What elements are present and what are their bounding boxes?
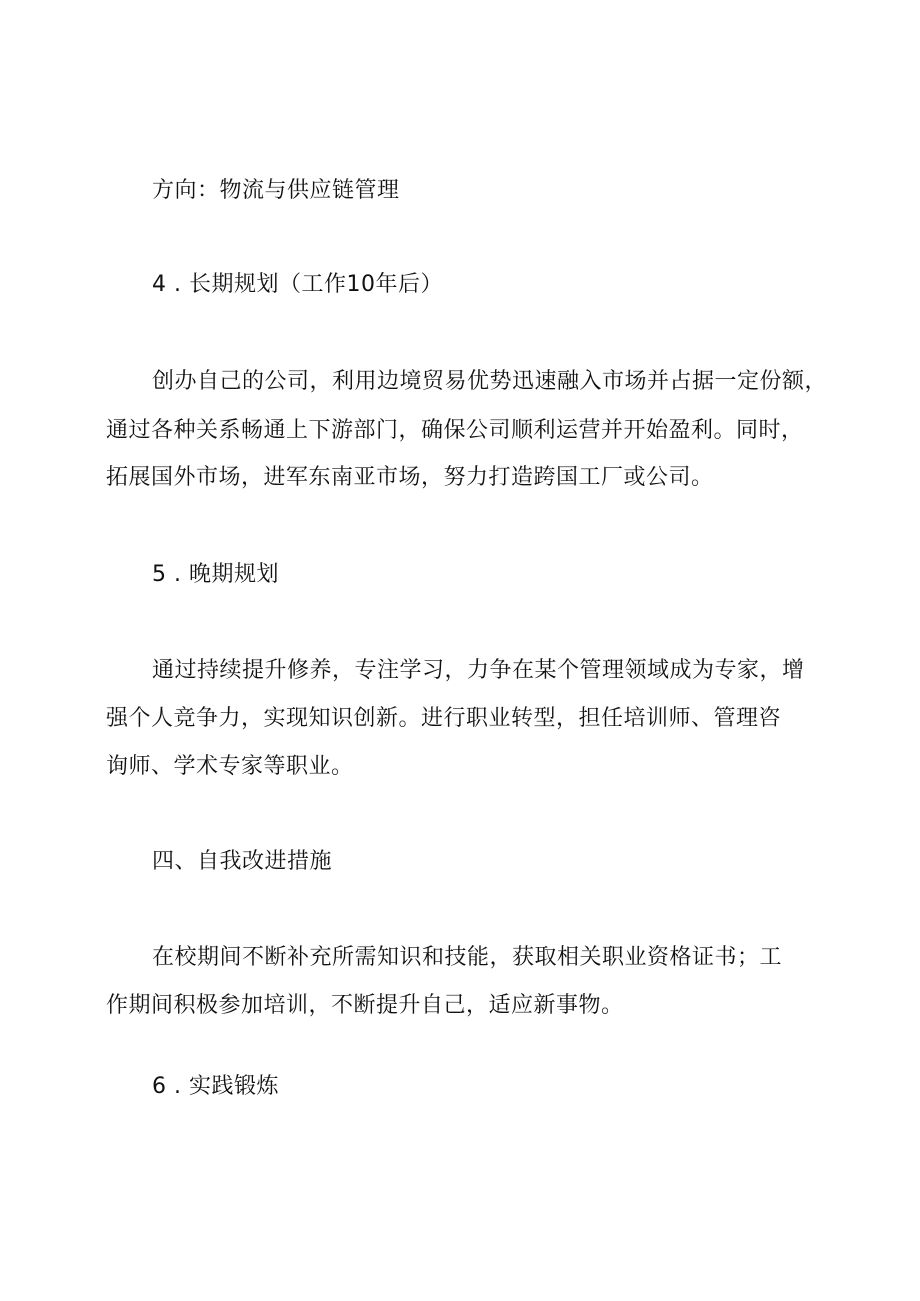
part4-heading: 四、自我改进措施: [152, 849, 333, 874]
section5-para-line-3: 询师、学术专家等职业。: [106, 754, 354, 779]
section4-para-line-2: 通过各种关系畅通上下游部门，确保公司顺利运营并开始盈利。同时，: [106, 418, 804, 443]
section5-para-line-1: 通过持续提升修养，专注学习，力争在某个管理领域成为专家，增: [152, 658, 805, 683]
section5-para-line-2: 强个人竞争力，实现知识创新。进行职业转型，担任培训师、管理咨: [106, 706, 782, 731]
section4-para-line-3: 拓展国外市场，进军东南亚市场，努力打造跨国工厂或公司。: [106, 465, 714, 490]
section4-para-line-1: 创办自己的公司，利用边境贸易优势迅速融入市场并占据一定份额，: [152, 369, 828, 394]
part4-para-line-2: 作期间积极参加培训，不断提升自己，适应新事物。: [106, 993, 624, 1018]
part4-para-line-1: 在校期间不断补充所需知识和技能，获取相关职业资格证书；工: [152, 945, 783, 970]
section6-heading: 6 . 实践锻炼: [152, 1074, 279, 1099]
section4-heading: 4 . 长期规划（工作10年后）: [152, 272, 443, 297]
section5-heading: 5 . 晚期规划: [152, 562, 279, 587]
direction-line: 方向：物流与供应链管理: [152, 178, 400, 203]
